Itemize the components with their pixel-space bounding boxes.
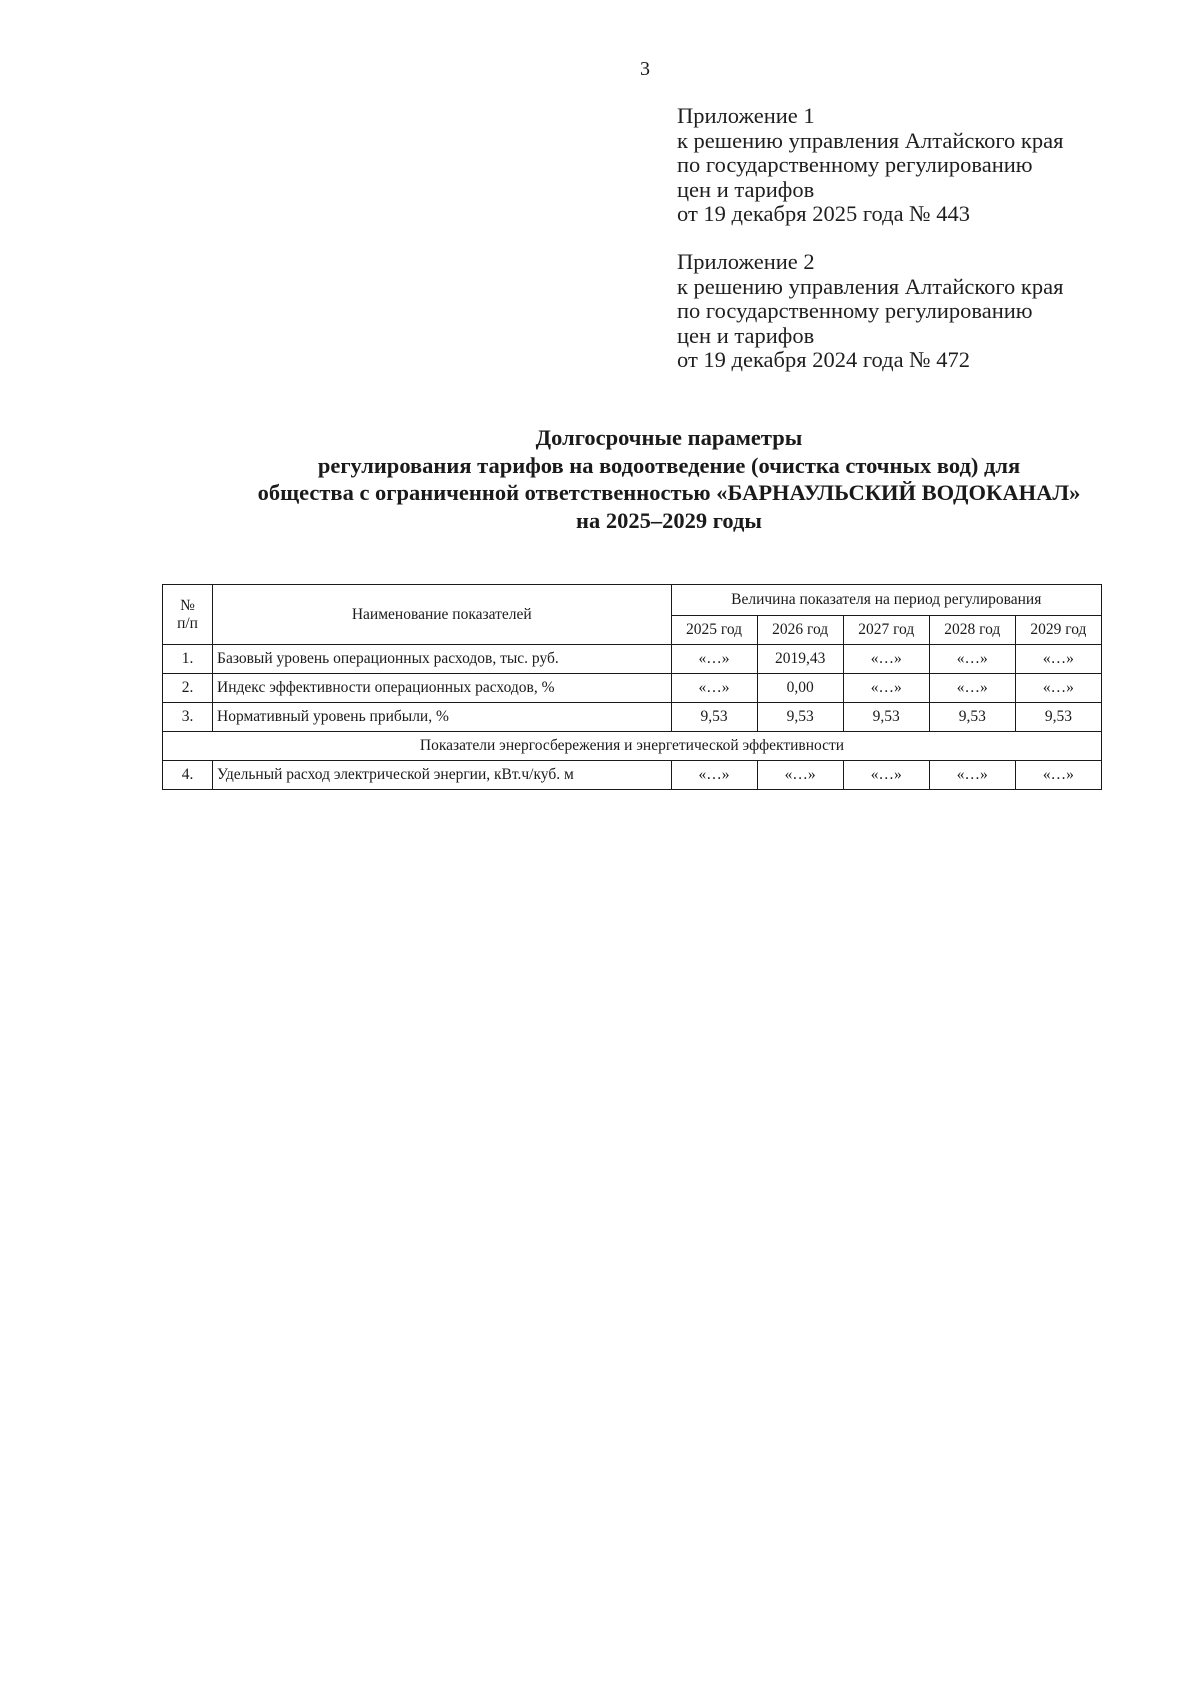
appendix-2-title: Приложение 2 bbox=[677, 249, 815, 274]
row-value: 9,53 bbox=[843, 703, 929, 732]
appendix-2-block bbox=[677, 250, 1147, 373]
parameters-table bbox=[162, 584, 1102, 790]
row-value: 9,53 bbox=[671, 703, 757, 732]
page-number: 3 bbox=[640, 58, 650, 80]
appendix-1-line: к решению управления Алтайского края bbox=[677, 127, 1064, 153]
header-number bbox=[163, 585, 213, 645]
table-header-row bbox=[163, 585, 1102, 616]
row-value: «…» bbox=[671, 674, 757, 703]
header-number-line: № bbox=[180, 596, 195, 614]
header-year: 2026 год bbox=[757, 616, 843, 645]
row-number: 1. bbox=[163, 645, 213, 674]
header-year: 2029 год bbox=[1015, 616, 1101, 645]
document-title-line: регулирования тарифов на водоотведение (очистка сточных вод) для bbox=[317, 452, 1021, 478]
document-title bbox=[160, 424, 1178, 534]
row-value: 2019,43 bbox=[757, 645, 843, 674]
row-value: 9,53 bbox=[929, 703, 1015, 732]
row-value: 9,53 bbox=[757, 703, 843, 732]
row-value: «…» bbox=[843, 645, 929, 674]
row-value: «…» bbox=[1015, 674, 1101, 703]
appendix-1-title: Приложение 1 bbox=[677, 103, 815, 128]
header-number-line: п/п bbox=[177, 614, 198, 632]
header-period-group: Величина показателя на период регулирования bbox=[671, 585, 1101, 616]
row-value: «…» bbox=[671, 645, 757, 674]
row-value: «…» bbox=[757, 761, 843, 790]
row-value: «…» bbox=[929, 645, 1015, 674]
row-value: «…» bbox=[929, 674, 1015, 703]
section-label: Показатели энергосбережения и энергетической эффективности bbox=[163, 732, 1102, 761]
appendix-2-line: к решению управления Алтайского края bbox=[677, 273, 1064, 299]
table-section-row bbox=[163, 732, 1102, 761]
table-row bbox=[163, 645, 1102, 674]
appendix-1-line: от 19 декабря 2025 года № 443 bbox=[677, 201, 971, 226]
row-name: Удельный расход электрической энергии, кВт.ч/куб. м bbox=[213, 761, 671, 790]
row-number: 4. bbox=[163, 761, 213, 790]
document-title-line: общества с ограниченной ответственностью «БАРНАУЛЬСКИЙ ВОДОКАНАЛ» bbox=[257, 480, 1081, 505]
appendix-1-line: цен и тарифов bbox=[677, 176, 815, 202]
row-value: «…» bbox=[929, 761, 1015, 790]
row-number: 2. bbox=[163, 674, 213, 703]
row-value: 0,00 bbox=[757, 674, 843, 703]
document-title-line: Долгосрочные параметры bbox=[535, 425, 803, 450]
row-value: 9,53 bbox=[1015, 703, 1101, 732]
header-year: 2027 год bbox=[843, 616, 929, 645]
appendix-1-block bbox=[677, 104, 1147, 227]
row-value: «…» bbox=[1015, 645, 1101, 674]
table-row bbox=[163, 674, 1102, 703]
appendix-2-line: по государственному регулированию bbox=[677, 298, 1033, 323]
header-name: Наименование показателей bbox=[213, 585, 671, 645]
header-year: 2025 год bbox=[671, 616, 757, 645]
appendix-2-line: от 19 декабря 2024 года № 472 bbox=[677, 347, 971, 372]
appendix-2-line: цен и тарифов bbox=[677, 322, 815, 348]
table-row bbox=[163, 703, 1102, 732]
header-year: 2028 год bbox=[929, 616, 1015, 645]
row-name: Нормативный уровень прибыли, % bbox=[213, 703, 671, 732]
appendix-1-line: по государственному регулированию bbox=[677, 152, 1033, 177]
document-title-line: на 2025–2029 годы bbox=[576, 507, 762, 533]
row-value: «…» bbox=[671, 761, 757, 790]
row-name: Индекс эффективности операционных расходов, % bbox=[213, 674, 671, 703]
row-value: «…» bbox=[1015, 761, 1101, 790]
row-value: «…» bbox=[843, 761, 929, 790]
table-row bbox=[163, 761, 1102, 790]
row-value: «…» bbox=[843, 674, 929, 703]
row-name: Базовый уровень операционных расходов, тыс. руб. bbox=[213, 645, 671, 674]
row-number: 3. bbox=[163, 703, 213, 732]
